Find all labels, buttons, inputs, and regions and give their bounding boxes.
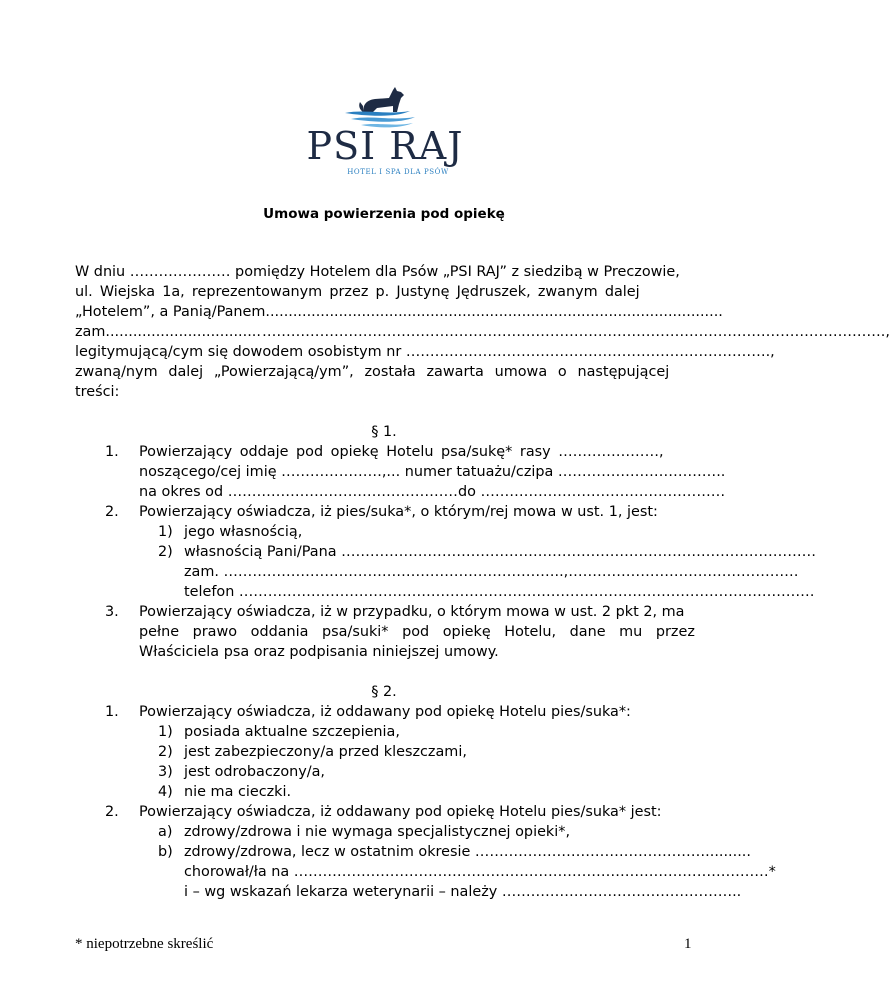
s1-p2-item-2-line-2: zam. ……………………………………………………………..,………………………………………… [184, 564, 799, 580]
s2-item-b-line-3: i – wg wskazań lekarza weterynarii – należy ………………………………………….. [184, 884, 742, 900]
s2-item-1: posiada aktualne szczepienia, [184, 724, 400, 740]
logo-subtitle: HOTEL I SPA DLA PSÓW [347, 168, 449, 176]
s1-p3-line-2: pełne prawo oddania psa/suki* pod opiekę Hotelu, dane mu przez [139, 624, 695, 640]
s1-p1-line-3: na okres od …………………………………………do …………………………………………… [139, 484, 726, 500]
footnote: * niepotrzebne skreślić [75, 936, 214, 952]
intro-line-5: legitymującą/cym się dowodem osobistym nr …………………………………………………………………., [75, 344, 775, 360]
s2-item-2-number: 2) [158, 744, 173, 760]
s2-item-4: nie ma cieczki. [184, 784, 292, 800]
s1-p1-number: 1. [105, 444, 119, 460]
s2-item-1-number: 1) [158, 724, 173, 740]
s2-item-a-number: a) [158, 824, 173, 840]
s1-p1-line-2: noszącego/cej imię …………………,... numer tatuażu/czipa …………………………….. [139, 464, 726, 480]
s1-p2-number: 2. [105, 504, 119, 520]
intro-line-3: „Hotelem”, a Panią/Panem.................................................................................................... [75, 304, 723, 320]
s1-p3-line-1: Powierzający oświadcza, iż w przypadku, o którym mowa w ust. 2 pkt 2, ma [139, 604, 685, 620]
s1-p2-item-2-number: 2) [158, 544, 173, 560]
document-title: Umowa powierzenia pod opiekę [263, 206, 505, 222]
s2-item-b-number: b) [158, 844, 173, 860]
s1-p2-item-2-line-1: własnością Pani/Pana ……………………………………………………………………………………… [184, 544, 816, 560]
logo-name: PSI RAJ [306, 124, 464, 168]
s2-item-b-line-2: chorował/ła na ………………………………………………………………………………………* [184, 864, 776, 880]
s2-p2-number: 2. [105, 804, 119, 820]
psi-raj-logo [305, 82, 465, 182]
section-1-heading: § 1. [371, 424, 397, 440]
s1-p2-item-1-number: 1) [158, 524, 173, 540]
s1-p1-line-1: Powierzający oddaje pod opiekę Hotelu psa/sukę* rasy …………………, [139, 444, 664, 460]
s2-item-3-number: 3) [158, 764, 173, 780]
s2-item-3: jest odrobaczony/a, [184, 764, 326, 780]
s1-p2-item-1: jego własnością, [184, 524, 303, 540]
intro-line-4-dots: …………………………………………………………………………………………………………………., [262, 324, 890, 340]
intro-line-2: ul. Wiejska 1a, reprezentowanym przez p. Justynę Jędruszek, zwanym dalej [75, 284, 640, 300]
intro-line-6: zwaną/nym dalej „Powierzającą/ym”, została zawarta umowa o następującej [75, 364, 670, 380]
s2-item-4-number: 4) [158, 784, 173, 800]
s2-p1-number: 1. [105, 704, 119, 720]
s2-item-b-line-1: zdrowy/zdrowa, lecz w ostatnim okresie ………………………………………….......... [184, 844, 751, 860]
s2-p1-line-1: Powierzający oświadcza, iż oddawany pod opiekę Hotelu pies/suka*: [139, 704, 631, 720]
intro-line-1: W dniu ………………… pomiędzy Hotelem dla Psów „PSI RAJ” z siedzibą w Preczowie, [75, 264, 680, 280]
s2-p2-line-1: Powierzający oświadcza, iż oddawany pod opiekę Hotelu pies/suka* jest: [139, 804, 662, 820]
page-number: 1 [684, 936, 692, 952]
s1-p3-line-3: Właściciela psa oraz podpisania niniejszej umowy. [139, 644, 499, 660]
section-2-heading: § 2. [371, 684, 397, 700]
s1-p2-line-1: Powierzający oświadcza, iż pies/suka*, o którym/rej mowa w ust. 1, jest: [139, 504, 658, 520]
intro-line-4-address: zam.................................. [75, 324, 261, 340]
s2-item-a: zdrowy/zdrowa i nie wymaga specjalistycznej opieki*, [184, 824, 571, 840]
s1-p3-number: 3. [105, 604, 119, 620]
s2-item-2: jest zabezpieczony/a przed kleszczami, [184, 744, 467, 760]
s1-p2-item-2-line-3: telefon ………………………………………………………………………………………………………… [184, 584, 815, 600]
intro-line-7: treści: [75, 384, 120, 400]
